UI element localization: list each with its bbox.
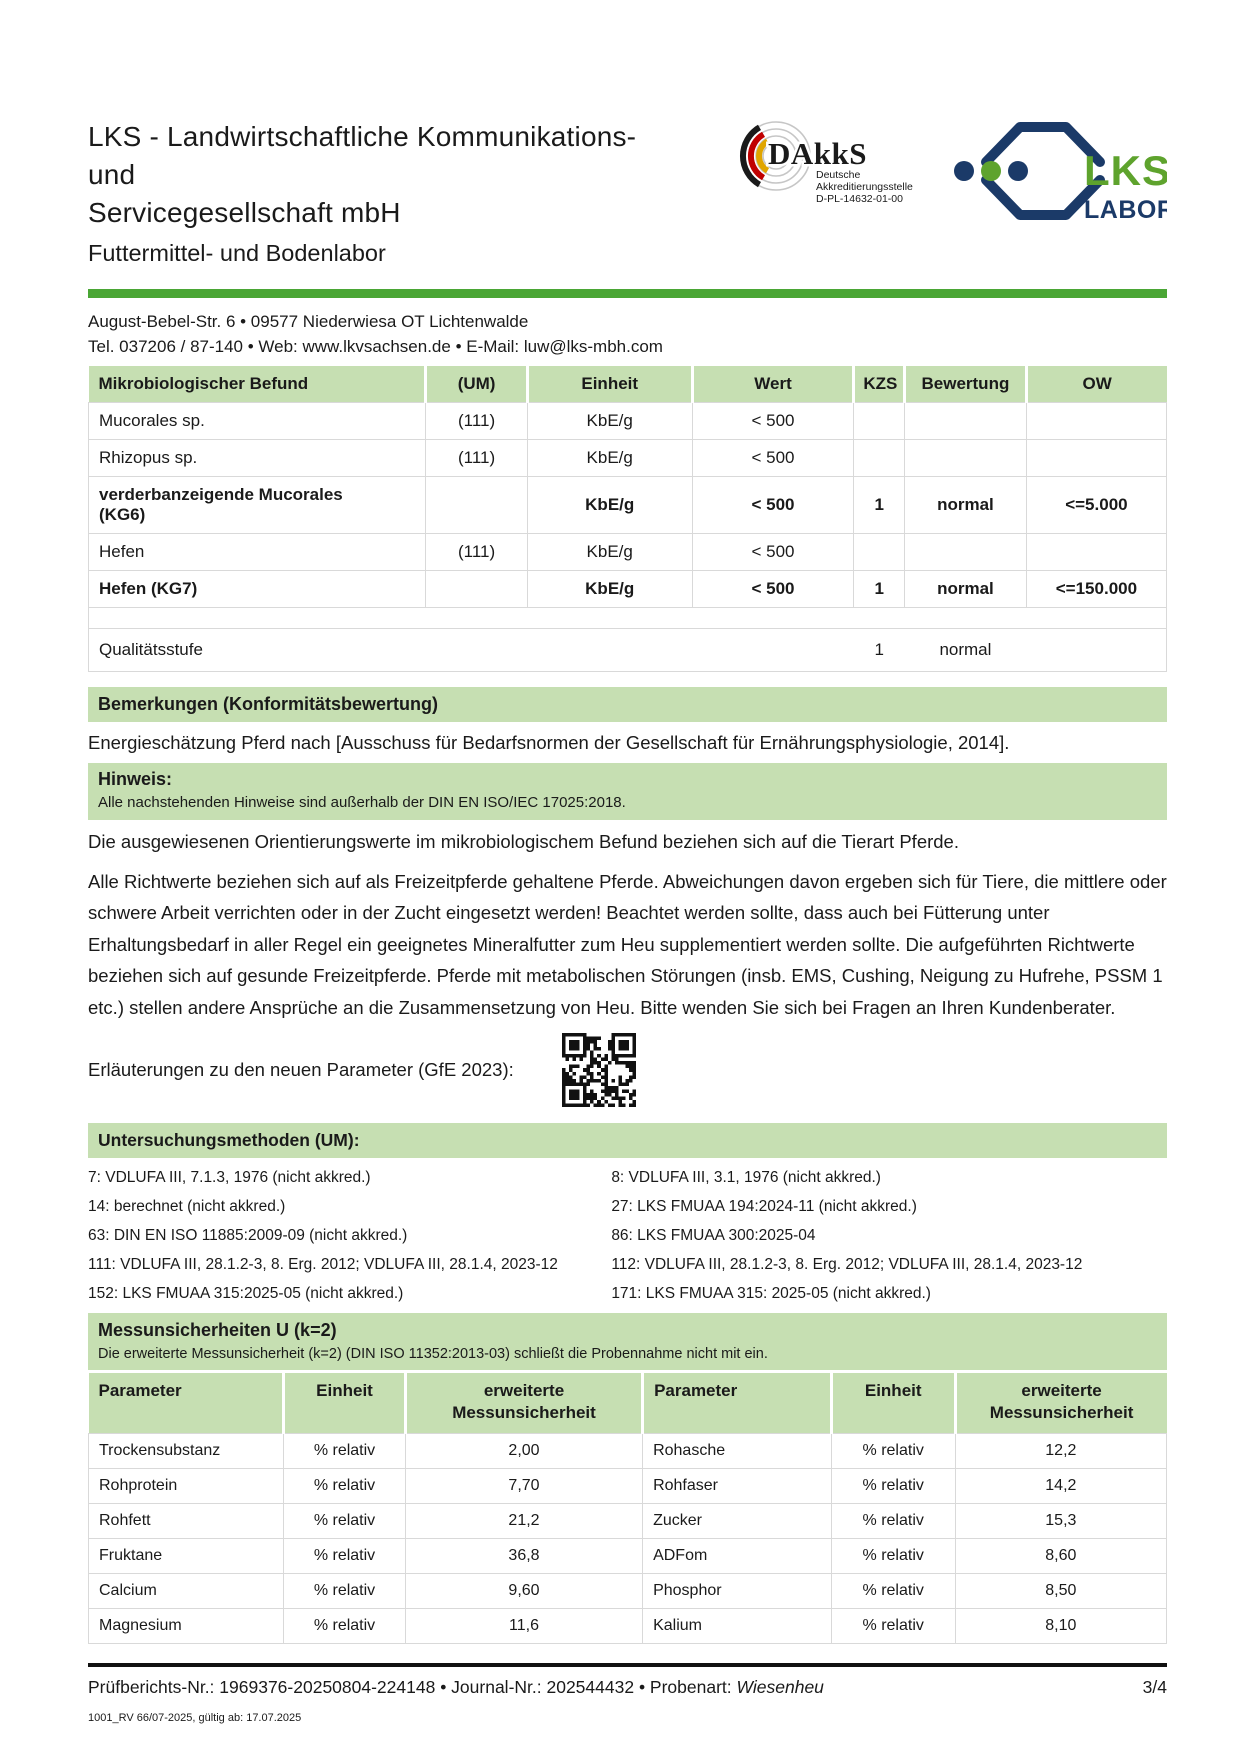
um-cell	[426, 571, 527, 608]
mu-row	[89, 1469, 1167, 1504]
table-header-row	[89, 366, 1167, 403]
mu-value: 8,50	[955, 1574, 1166, 1609]
mu-einheit: % relativ	[831, 1469, 955, 1504]
kzs-cell	[854, 534, 905, 571]
footer-labels: Prüfberichts-Nr.: 1969376-20250804-224148 • Journal-Nr.: 202544432 • Probenart:	[88, 1677, 737, 1697]
um-column-left	[88, 1163, 611, 1308]
mu-header-block	[88, 1313, 1167, 1370]
um-cell: (111)	[426, 403, 527, 440]
mu-param: Rohasche	[643, 1434, 832, 1469]
param-cell: Mucorales sp.	[89, 403, 426, 440]
ow-cell	[1026, 534, 1166, 571]
mu-header-row	[89, 1373, 1167, 1434]
kzs-cell	[854, 403, 905, 440]
company-subtitle: Futtermittel- und Bodenlabor	[88, 240, 386, 266]
mu-value: 9,60	[405, 1574, 642, 1609]
mu-subtitle: Die erweiterte Messunsicherheit (k=2) (DIN ISO 11352:2013-03) schließt die Probennahme nicht mit ein.	[98, 1346, 768, 1362]
tel-web-mail-line: Tel. 037206 / 87-140 • Web: www.lkvsachsen.de • E-Mail: luw@lks-mbh.com	[88, 337, 663, 356]
mu-value: 11,6	[405, 1609, 642, 1644]
ow-cell: <=5.000	[1026, 477, 1166, 534]
um-list	[88, 1163, 1167, 1308]
column-header-befund: Mikrobiologischer Befund	[89, 366, 426, 403]
quality-row	[89, 629, 1167, 672]
table-row	[89, 403, 1167, 440]
mu-col-erweiterte-right: erweiterte Messunsicherheit	[955, 1373, 1166, 1434]
dakks-line3: D-PL-14632-01-00	[816, 193, 903, 205]
mu-row	[89, 1434, 1167, 1469]
mu-einheit: % relativ	[284, 1539, 406, 1574]
mu-param: Fruktane	[89, 1539, 284, 1574]
mu-param: Phosphor	[643, 1574, 832, 1609]
address-line: August-Bebel-Str. 6 • 09577 Niederwiesa OT Lichtenwalde	[88, 312, 529, 331]
mu-param: Trockensubstanz	[89, 1434, 284, 1469]
ow-cell	[1026, 440, 1166, 477]
empty-cell	[89, 608, 1167, 629]
mu-col-parameter-left: Parameter	[89, 1373, 284, 1434]
mu-value: 7,70	[405, 1469, 642, 1504]
mu-value: 15,3	[955, 1504, 1166, 1539]
footer-report-ids	[88, 1677, 1143, 1698]
quality-bewertung: normal	[905, 629, 1027, 672]
hinweis-paragraph-1: Die ausgewiesenen Orientierungswerte im mikrobiologischem Befund beziehen sich auf die Tierart Pferde.	[88, 831, 959, 852]
revision-note: 1001_RV 66/07-2025, gültig ab: 17.07.2025	[88, 1712, 302, 1724]
mu-param: Zucker	[643, 1504, 832, 1539]
mu-value: 21,2	[405, 1504, 642, 1539]
mu-einheit: % relativ	[831, 1434, 955, 1469]
column-header-einheit: Einheit	[527, 366, 692, 403]
bemerkungen-bar: Bemerkungen (Konformitätsbewertung)	[88, 687, 1167, 722]
param-cell: Hefen	[89, 534, 426, 571]
lks-labor-logo	[948, 110, 1167, 224]
qr-code	[562, 1033, 636, 1107]
um-item: 171: LKS FMUAA 315: 2025-05 (nicht akkred.)	[611, 1285, 931, 1302]
wert-cell: < 500	[692, 403, 854, 440]
mu-einheit: % relativ	[284, 1504, 406, 1539]
ow-cell: <=150.000	[1026, 571, 1166, 608]
um-item: 14: berechnet (nicht akkred.)	[88, 1198, 286, 1215]
param-cell: Rhizopus sp.	[89, 440, 426, 477]
bewertung-cell	[905, 534, 1027, 571]
bewertung-cell	[905, 440, 1027, 477]
quality-kzs: 1	[854, 629, 905, 672]
bewertung-cell: normal	[905, 571, 1027, 608]
um-item: 27: LKS FMUAA 194:2024-11 (nicht akkred.)	[611, 1198, 917, 1215]
hinweis-paragraph-2: Alle Richtwerte beziehen sich auf als Freizeitpferde gehaltene Pferde. Abweichungen davon ergeben sich für Tiere, die mittlere oder schwere Arbeit verrichten oder in der Zucht eingesetzt werden! Beachtet werden sollte, dass auch bei Fütterung unter Erhaltungsbedarf in aller Regel ein geeignetes Mineralfutter zum Heu supplementiert werden sollte. Die aufgeführten Richtwerte beziehen sich auf gesunde Freizeitpferde. Pferde mit metabolischen Störungen (insb. EMS, Cushing, Neigung zu Hufrehe, PSSM 1 etc.) stellen andere Ansprüche an die Zusammensetzung von Heu. Bitte wenden Sie sich bei Fragen an Ihren Kundenberater.	[88, 870, 1167, 1018]
kzs-cell: 1	[854, 571, 905, 608]
dakks-logo-icon	[666, 108, 936, 208]
footer-rule	[88, 1663, 1167, 1667]
column-header-wert: Wert	[692, 366, 854, 403]
einheit-cell: KbE/g	[527, 440, 692, 477]
mu-title: Messunsicherheiten U (k=2)	[98, 1320, 337, 1340]
column-header-kzs: KZS	[854, 366, 905, 403]
table-row	[89, 477, 1167, 534]
mu-value: 12,2	[955, 1434, 1166, 1469]
company-block	[88, 118, 666, 269]
table-row	[89, 534, 1167, 571]
empty-row	[89, 608, 1167, 629]
header	[88, 106, 1167, 269]
mu-einheit: % relativ	[284, 1434, 406, 1469]
wert-cell: < 500	[692, 440, 854, 477]
einheit-cell: KbE/g	[527, 403, 692, 440]
ow-cell	[1026, 403, 1166, 440]
table-row	[89, 571, 1167, 608]
um-item: 7: VDLUFA III, 7.1.3, 1976 (nicht akkred.)	[88, 1169, 371, 1186]
mu-value: 8,10	[955, 1609, 1166, 1644]
mu-einheit: % relativ	[284, 1469, 406, 1504]
um-section-bar: Untersuchungsmethoden (UM):	[88, 1123, 1167, 1158]
einheit-cell: KbE/g	[527, 477, 692, 534]
table-row	[89, 440, 1167, 477]
mu-einheit: % relativ	[284, 1574, 406, 1609]
um-column-right	[611, 1163, 1167, 1308]
um-item: 8: VDLUFA III, 3.1, 1976 (nicht akkred.)	[611, 1169, 881, 1186]
mu-col-einheit-right: Einheit	[831, 1373, 955, 1434]
mu-param: Rohprotein	[89, 1469, 284, 1504]
um-item: 152: LKS FMUAA 315:2025-05 (nicht akkred.)	[88, 1285, 404, 1302]
mu-table	[88, 1373, 1167, 1644]
um-item: 111: VDLUFA III, 28.1.2-3, 8. Erg. 2012; VDLUFA III, 28.1.4, 2023-12	[88, 1256, 558, 1273]
contact-block	[88, 309, 1167, 359]
page-number: 3/4	[1142, 1677, 1167, 1697]
lks-hexagon-icon	[948, 110, 1167, 224]
mu-value: 8,60	[955, 1539, 1166, 1574]
footer-info	[88, 1677, 1167, 1698]
company-name	[88, 118, 666, 232]
mu-col-parameter-right: Parameter	[643, 1373, 832, 1434]
dakks-line2: Akkreditierungsstelle	[816, 181, 913, 193]
mu-value: 36,8	[405, 1539, 642, 1574]
mu-row	[89, 1504, 1167, 1539]
kzs-cell: 1	[854, 477, 905, 534]
um-item: 112: VDLUFA III, 28.1.2-3, 8. Erg. 2012; VDLUFA III, 28.1.4, 2023-12	[611, 1256, 1083, 1273]
bewertung-cell	[905, 403, 1027, 440]
mu-einheit: % relativ	[831, 1574, 955, 1609]
mu-einheit: % relativ	[831, 1504, 955, 1539]
mu-row	[89, 1539, 1167, 1574]
wert-cell: < 500	[692, 571, 854, 608]
mu-value: 2,00	[405, 1434, 642, 1469]
column-header-bewertung: Bewertung	[905, 366, 1027, 403]
mu-param: ADFom	[643, 1539, 832, 1574]
hinweis-subtitle: Alle nachstehenden Hinweise sind außerhalb der DIN EN ISO/IEC 17025:2018.	[98, 794, 626, 811]
bewertung-cell: normal	[905, 477, 1027, 534]
mu-param: Magnesium	[89, 1609, 284, 1644]
company-name-line1: LKS - Landwirtschaftliche Kommunikations- und	[88, 121, 637, 190]
mu-einheit: % relativ	[284, 1609, 406, 1644]
mu-param: Rohfett	[89, 1504, 284, 1539]
um-item: 86: LKS FMUAA 300:2025-04	[611, 1227, 816, 1244]
einheit-cell: KbE/g	[527, 571, 692, 608]
microbiology-table	[88, 366, 1167, 672]
column-header-ow: OW	[1026, 366, 1166, 403]
um-cell: (111)	[426, 534, 527, 571]
lks-labor-label: LABOR	[1084, 196, 1167, 224]
kzs-cell	[854, 440, 905, 477]
dakks-wordmark: DAkkS	[768, 136, 867, 171]
wert-cell: < 500	[692, 534, 854, 571]
mu-param: Rohfaser	[643, 1469, 832, 1504]
company-name-line2: Servicegesellschaft mbH	[88, 197, 401, 228]
erlaeuterungen-row	[88, 1033, 1167, 1107]
dakks-logo	[666, 108, 936, 208]
column-header-um: (UM)	[426, 366, 527, 403]
mu-value: 14,2	[955, 1469, 1166, 1504]
quality-label: Qualitätsstufe	[89, 629, 854, 672]
mu-param: Kalium	[643, 1609, 832, 1644]
lks-wordmark: LKS	[1084, 147, 1167, 194]
param-cell: verderbanzeigende Mucorales (KG6)	[89, 477, 426, 534]
mu-einheit: % relativ	[831, 1539, 955, 1574]
erlaeuterungen-label: Erläuterungen zu den neuen Parameter (GfE 2023):	[88, 1059, 514, 1080]
probenart-value: Wiesenheu	[736, 1677, 824, 1697]
um-cell	[426, 477, 527, 534]
bemerkungen-text: Energieschätzung Pferd nach [Ausschuss für Bedarfsnormen der Gesellschaft für Ernährungsphysiologie, 2014].	[88, 732, 1010, 753]
um-item: 63: DIN EN ISO 11885:2009-09 (nicht akkred.)	[88, 1227, 408, 1244]
mu-einheit: % relativ	[831, 1609, 955, 1644]
mu-row	[89, 1609, 1167, 1644]
um-cell: (111)	[426, 440, 527, 477]
mu-col-erweiterte-left: erweiterte Messunsicherheit	[405, 1373, 642, 1434]
divider-rule	[88, 289, 1167, 298]
hinweis-block	[88, 763, 1167, 820]
param-cell: Hefen (KG7)	[89, 571, 426, 608]
einheit-cell: KbE/g	[527, 534, 692, 571]
mu-param: Calcium	[89, 1574, 284, 1609]
mu-row	[89, 1574, 1167, 1609]
mu-col-einheit-left: Einheit	[284, 1373, 406, 1434]
dakks-line1: Deutsche	[816, 169, 861, 181]
quality-ow	[1026, 629, 1166, 672]
hinweis-title: Hinweis:	[98, 769, 173, 789]
wert-cell: < 500	[692, 477, 854, 534]
